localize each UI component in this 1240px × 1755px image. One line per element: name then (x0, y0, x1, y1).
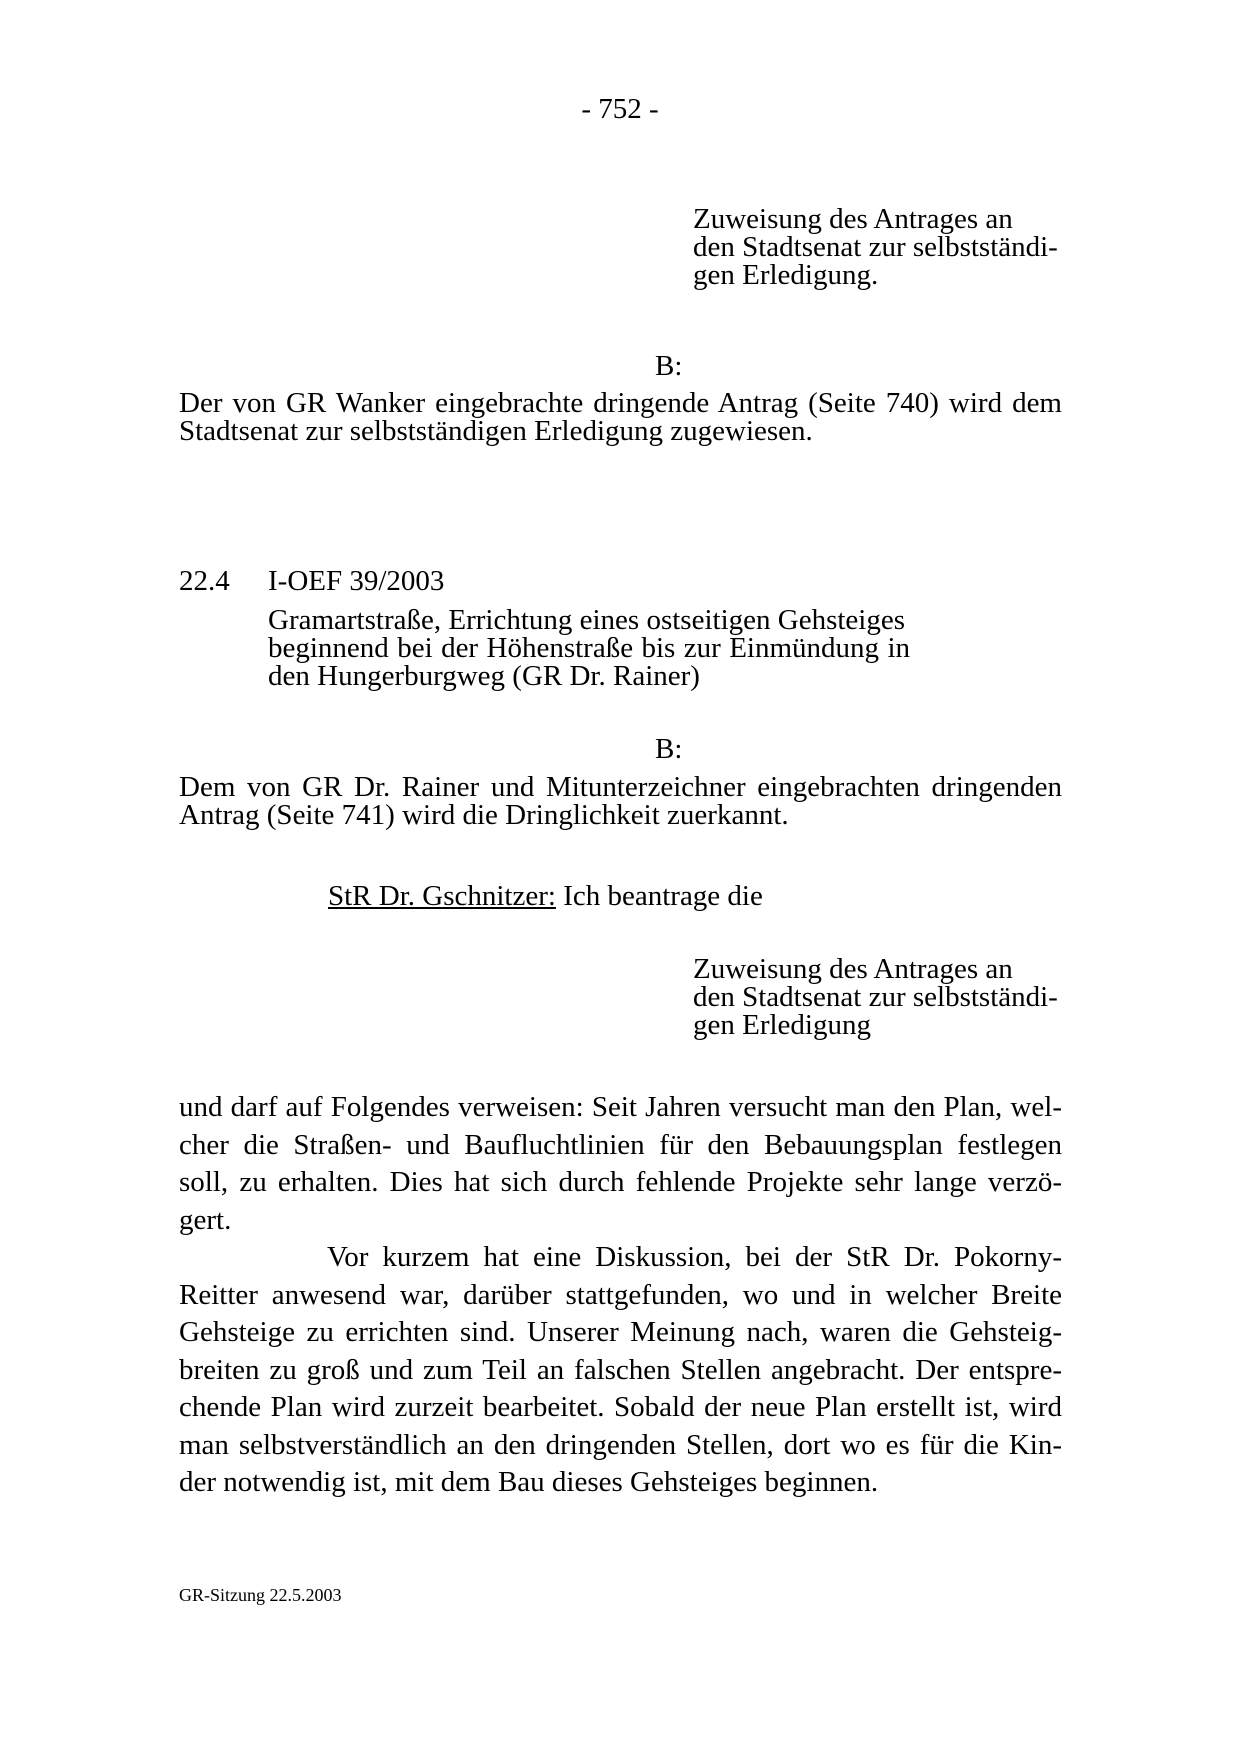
speaker-name: StR Dr. Gschnitzer: (328, 880, 556, 912)
paragraph-line: Gehsteige zu errichten sind. Unserer Meinung nach, waren die Gehsteig- (179, 1316, 1062, 1348)
assignment-note-line: gen Erledigung. (693, 259, 879, 291)
section-b-line: Stadtsenat zur selbstständigen Erledigung zugewiesen. (179, 415, 813, 447)
section-b-text-2 (179, 773, 1062, 829)
paragraph-line: und darf auf Folgendes verweisen: Seit Jahren versucht man den Plan, wel- (179, 1091, 1062, 1123)
assignment-note-line: gen Erledigung (693, 1009, 871, 1041)
paragraph-line: Vor kurzem hat eine Diskussion, bei der StR Dr. Pokorny- (327, 1241, 1062, 1273)
footer-session-date: GR-Sitzung 22.5.2003 (179, 1585, 342, 1605)
section-b-line: Der von GR Wanker eingebrachte dringende Antrag (Seite 740) wird dem (179, 387, 1062, 419)
paragraph-line: man selbstverständlich an den dringenden Stellen, dort wo es für die Kin- (179, 1428, 1062, 1461)
item-title (268, 606, 968, 690)
speaker-text: Ich beantrage die (555, 880, 763, 912)
section-b-label-1: B: (655, 350, 683, 382)
section-b-line: Dem von GR Dr. Rainer und Mitunterzeichner eingebrachten dringenden (179, 771, 1062, 803)
item-number: 22.4 (179, 565, 230, 597)
item-title-line: beginnend bei der Höhenstraße bis zur Einmündung in (268, 632, 910, 664)
assignment-note-line: Zuweisung des Antrages an (693, 203, 1013, 235)
assignment-note-1 (693, 205, 1093, 289)
assignment-note-2 (693, 955, 1093, 1039)
section-b-text-1 (179, 389, 1062, 445)
paragraph-line: chende Plan wird zurzeit bearbeitet. Sobald der neue Plan erstellt ist, wird (179, 1391, 1062, 1423)
assignment-note-line: Zuweisung des Antrages an (693, 953, 1013, 985)
body-paragraph-1 (179, 1089, 1062, 1239)
page-number: - 752 - (581, 93, 659, 125)
section-b-line: Antrag (Seite 741) wird die Dringlichkeit zuerkannt. (179, 799, 789, 831)
paragraph-line: der notwendig ist, mit dem Bau dieses Gehsteiges beginnen. (179, 1466, 879, 1498)
speaker-statement (328, 879, 763, 913)
body-paragraph-2 (179, 1239, 1062, 1502)
item-code: I-OEF 39/2003 (268, 565, 445, 597)
assignment-note-line: den Stadtsenat zur selbstständi- (693, 231, 1058, 263)
paragraph-line: soll, zu erhalten. Dies hat sich durch fehlende Projekte sehr lange verzö- (179, 1166, 1062, 1198)
item-title-line: Gramartstraße, Errichtung eines ostseitigen Gehsteiges (268, 604, 905, 636)
assignment-note-line: den Stadtsenat zur selbstständi- (693, 981, 1058, 1013)
paragraph-line: breiten zu groß und zum Teil an falschen Stellen angebracht. Der entspre- (179, 1353, 1062, 1386)
section-b-label-2: B: (655, 733, 683, 765)
item-title-line: den Hungerburgweg (GR Dr. Rainer) (268, 660, 700, 692)
paragraph-line: Reitter anwesend war, darüber stattgefunden, wo und in welcher Breite (179, 1278, 1062, 1311)
paragraph-line: gert. (179, 1203, 232, 1236)
paragraph-line: cher die Straßen- und Baufluchtlinien für den Bebauungsplan festlegen (179, 1128, 1062, 1161)
